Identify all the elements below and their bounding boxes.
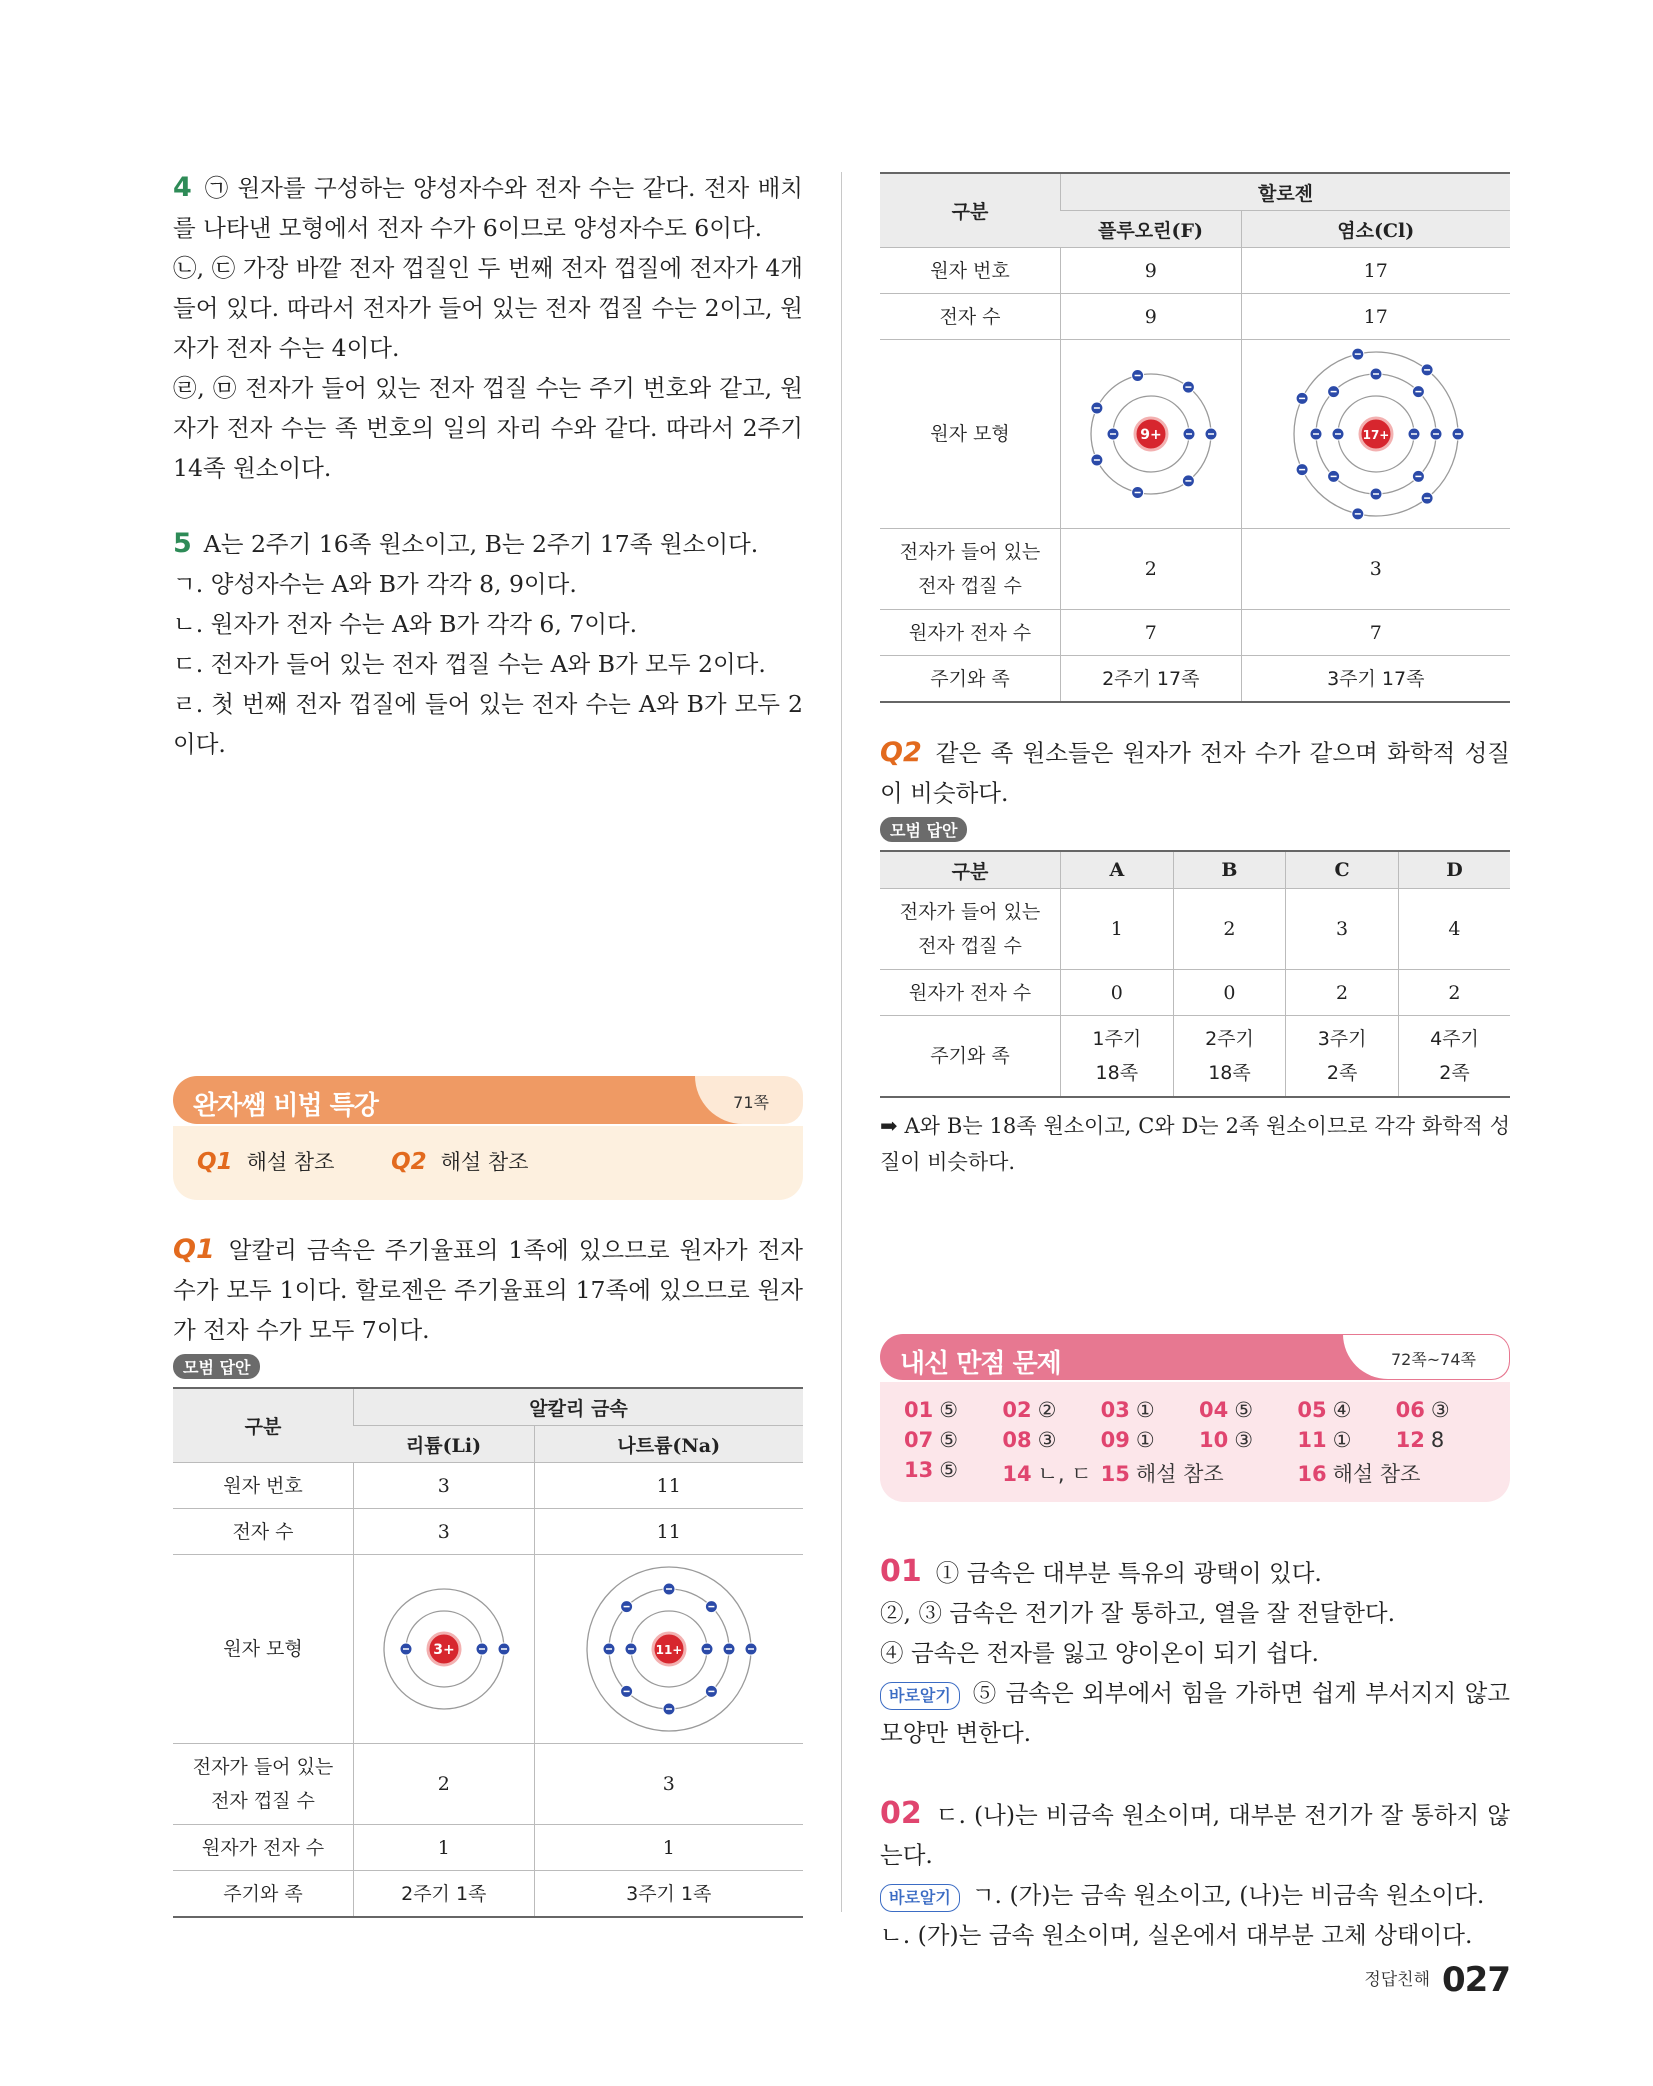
model-answer-badge: 모범 답안 [173,1354,260,1379]
answer-text: ㄹ. 첫 번째 전자 껍질에 들어 있는 전자 수는 A와 B가 모두 2이다. [173,690,803,758]
answer-item: 05 ④ [1297,1398,1352,1422]
right-column [880,172,1510,1949]
answer-item: 07 ⑤ [904,1428,959,1452]
answer-4 [173,168,803,488]
table-row: 원자 모형 9+ 17+ [880,340,1510,529]
answer-01: 01 ① 금속은 대부분 특유의 광택이 있다. ②, ③ 금속은 전기가 잘 통하고, 열을 잘 전달한다. ④ 금속은 전자를 잃고 양이온이 되기 쉽다. 바로알기 ⑤ 금속은 외부에서 힘을 가하면 쉽게 부서지지 않고 모양만 변한다. [880,1554,1510,1747]
special-lecture-title: 완자쌤 비법 특강 [193,1091,378,1121]
table-row: 주기와 족 2주기 17족 3주기 17족 [880,656,1510,703]
table-row: 주기와 족 1주기 18족 2주기 18족 3주기 2족 4주기 2족 [880,1016,1510,1098]
q1-label: Q1 [197,1149,233,1175]
answer-5 [173,524,803,764]
column-header-na: 나트륨(Na) [534,1426,803,1463]
answer-text: ㄴ. 원자가 전자 수는 A와 B가 각각 6, 7이다. [173,610,638,638]
naesin-answer-panel [880,1382,1510,1502]
answer-text: ㄷ. 전자가 들어 있는 전자 껍질 수는 A와 B가 모두 2이다. [173,650,766,678]
atom-model-sodium [536,1561,803,1737]
table-row: 전자가 들어 있는 전자 껍질 수 1 2 3 4 [880,889,1510,970]
special-lecture-banner [173,1076,803,1124]
table-corner: 구분 [880,173,1061,248]
table-group-header: 할로젠 [1061,173,1511,211]
q1-ref: 해설 참조 [246,1150,335,1174]
answer-item: 06 ③ [1395,1398,1450,1422]
answer-item: 13 ⑤ [904,1458,959,1482]
special-lecture-panel [173,1126,803,1200]
left-column [173,168,803,1905]
table-row: 원자 번호 9 17 [880,248,1510,294]
atom-model-chlorine [1243,346,1510,522]
nucleus-charge: 3+ [433,1642,455,1658]
answer-item: 10 ③ [1199,1428,1254,1452]
answer-02: 02 ㄷ. (나)는 비금속 원소이며, 대부분 전기가 잘 통하지 않는다. 바로알기 ㄱ. (가)는 금속 원소이고, (나)는 비금속 원소이다. ㄴ. (가)는 금속 원소이며, 실온에서 대부분 고체 상태이다. [880,1796,1510,1949]
answer-item: 14 ㄴ, ㄷ [1002,1462,1092,1486]
table-row: 주기와 족 2주기 1족 3주기 1족 [173,1871,803,1918]
answer-item: 01 ⑤ [904,1398,959,1422]
correction-tag: 바로알기 [880,1884,960,1912]
halogen-table [880,172,1510,703]
column-header-f: 플루오린(F) [1061,211,1242,248]
column-header-li: 리튬(Li) [354,1426,535,1463]
atom-diagram [356,1561,532,1737]
answer-number: 5 [173,528,192,559]
naesin-box [880,1334,1510,1502]
answer-item: 12 8 [1395,1428,1445,1452]
table-row: 전자 수 3 11 [173,1509,803,1555]
page-footer [1364,1960,1510,2000]
answer-grid [904,1398,1494,1488]
alkali-metal-table [173,1387,803,1918]
table-row: 전자 수 9 17 [880,294,1510,340]
q2-text: 같은 족 원소들은 원자가 전자 수가 같으며 화학적 성질이 비슷하다. [880,739,1510,807]
q2-note: ➡ A와 B는 18족 원소이고, C와 D는 2족 원소이므로 각각 화학적 성질이 비슷하다. [880,1114,1510,1174]
special-lecture-page: 71쪽 [733,1093,769,1112]
table-row: 원자가 전자 수 7 7 [880,610,1510,656]
answer-item: 02 ② [1002,1398,1057,1422]
answer-item: 16 해설 참조 [1297,1462,1421,1486]
q1-answer [173,1230,803,1918]
atom-diagram [1063,346,1239,522]
answer-text: A는 2주기 16족 원소이고, B는 2주기 17족 원소이다. [203,530,759,558]
atom-diagram [1288,346,1464,522]
table-row: 원자가 전자 수 0 0 2 2 [880,970,1510,1016]
table-row: 전자가 들어 있는 전자 껍질 수 2 3 [880,529,1510,610]
table-row: 원자가 전자 수 1 1 [173,1825,803,1871]
answer-text: ㉡, ㉢ 가장 바깥 전자 껍질인 두 번째 전자 껍질에 전자가 4개 들어 있다. 따라서 전자가 들어 있는 전자 껍질 수는 2이고, 원자가 전자 수는 4이다. [173,254,803,362]
q2-ref: 해설 참조 [440,1150,529,1174]
answer-item: 11 ① [1297,1428,1352,1452]
answer-item: 09 ① [1100,1428,1155,1452]
column-header-cl: 염소(Cl) [1241,211,1510,248]
answer-item: 03 ① [1100,1398,1155,1422]
nucleus-charge: 11+ [655,1643,683,1657]
atom-model-lithium [355,1561,533,1737]
answer-item: 08 ③ [1002,1428,1057,1452]
answer-number: 02 [880,1796,922,1831]
naesin-title: 내신 만점 문제 [900,1349,1061,1379]
answer-text: ㄱ. 양성자수는 A와 B가 각각 8, 9이다. [173,570,577,598]
table-row: 원자 모형 3+ 11+ [173,1555,803,1744]
answer-text: ㉣, ㉤ 전자가 들어 있는 전자 껍질 수는 주기 번호와 같고, 원자가 전자 수는 족 번호의 일의 자리 수와 같다. 따라서 2주기 14족 원소이다. [173,374,803,482]
answer-number: 4 [173,172,192,203]
element-comparison-table: 구분 A B C D 전자가 들어 있는 전자 껍질 수 1 2 3 4 원자가 전자 수 0 0 2 2 주기와 족 1주기 18족 2주기 18족 3주기 2족 4주기 2족 [880,850,1510,1098]
answer-item: 04 ⑤ [1199,1398,1254,1422]
q1-label: Q1 [173,1234,215,1265]
column-divider [841,172,842,1912]
q2-label: Q2 [391,1149,427,1175]
correction-tag: 바로알기 [880,1682,960,1710]
answer-text: ㉠ 원자를 구성하는 양성자수와 전자 수는 같다. 전자 배치를 나타낸 모형에서 전자 수가 6이므로 양성자수도 6이다. [173,174,803,242]
table-row: 전자가 들어 있는 전자 껍질 수 2 3 [173,1744,803,1825]
model-answer-badge: 모범 답안 [880,817,967,842]
table-row: 원자 번호 3 11 [173,1463,803,1509]
page-number: 027 [1442,1960,1510,2000]
footer-label: 정답친해 [1364,1970,1431,1990]
naesin-page: 72쪽~74쪽 [1390,1350,1476,1369]
naesin-banner [880,1334,1510,1380]
nucleus-charge: 17+ [1362,428,1390,442]
nucleus-charge: 9+ [1140,427,1162,443]
q2-answer [880,733,1510,1180]
table-group-header: 알칼리 금속 [354,1388,804,1426]
atom-diagram [581,1561,757,1737]
answer-item: 15 해설 참조 [1100,1462,1224,1486]
table-corner: 구분 [173,1388,354,1463]
special-lecture-box [173,1076,803,1200]
q2-label: Q2 [880,737,922,768]
atom-model-fluorine [1062,346,1240,522]
q1-text: 알칼리 금속은 주기율표의 1족에 있으므로 원자가 전자 수가 모두 1이다. 할로젠은 주기율표의 17족에 있으므로 원자가 전자 수가 모두 7이다. [173,1236,803,1344]
answer-number: 01 [880,1554,922,1589]
